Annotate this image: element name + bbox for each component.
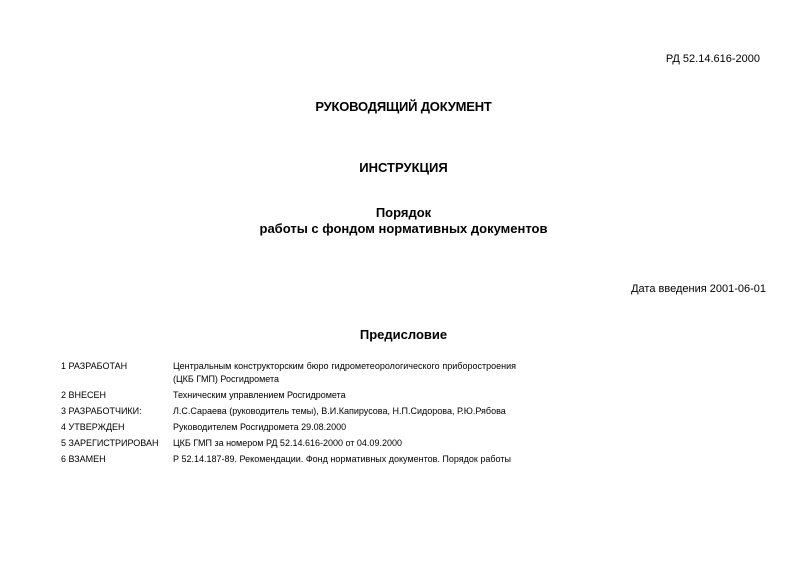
preface-item-replaces xyxy=(61,453,516,466)
document-type-title: ИНСТРУКЦИЯ xyxy=(359,160,448,175)
document-main-title: РУКОВОДЯЩИЙ ДОКУМЕНТ xyxy=(315,99,492,114)
preface-item-text: Руководителем Росгидромета 29.08.2000 xyxy=(173,422,347,432)
preface-item-registered xyxy=(61,437,516,450)
introduction-date: Дата введения 2001-06-01 xyxy=(631,283,766,295)
preface-item-text: Техническим управлением Росгидромета xyxy=(173,390,346,400)
document-code: РД 52.14.616-2000 xyxy=(665,53,760,65)
preface-item-label: 2 ВНЕСЕН xyxy=(61,390,107,400)
preface-item-label: 1 РАЗРАБОТАН xyxy=(61,361,128,371)
preface-item-approved xyxy=(61,421,516,434)
preface-item-label: 6 ВЗАМЕН xyxy=(61,454,106,464)
preface-item-label: 3 РАЗРАБОТЧИКИ: xyxy=(61,406,142,416)
preface-list xyxy=(61,360,516,469)
preface-item-label: 4 УТВЕРЖДЕН xyxy=(61,422,125,432)
preface-heading: Предисловие xyxy=(359,327,448,342)
preface-item-introduced xyxy=(61,389,516,402)
preface-item-text: Р 52.14.187-89. Рекомендации. Фонд нормативных документов. Порядок работы xyxy=(173,454,511,464)
preface-item-label: 5 ЗАРЕГИСТРИРОВАН xyxy=(61,438,159,448)
document-name-line-1: Порядок xyxy=(375,205,432,220)
preface-item-text: Л.С.Сараева (руководитель темы), В.И.Капирусова, Н.П.Сидорова, Р.Ю.Рябова xyxy=(173,406,506,416)
document-name-line-2: работы с фондом нормативных документов xyxy=(259,221,548,236)
preface-item-text: Центральным конструкторским бюро гидрометеорологического приборостроения (ЦКБ ГМП) Росгидромета xyxy=(173,361,516,384)
preface-item-developed xyxy=(61,360,516,386)
preface-item-text: ЦКБ ГМП за номером РД 52.14.616-2000 от 04.09.2000 xyxy=(173,438,402,448)
preface-item-developers xyxy=(61,405,516,418)
